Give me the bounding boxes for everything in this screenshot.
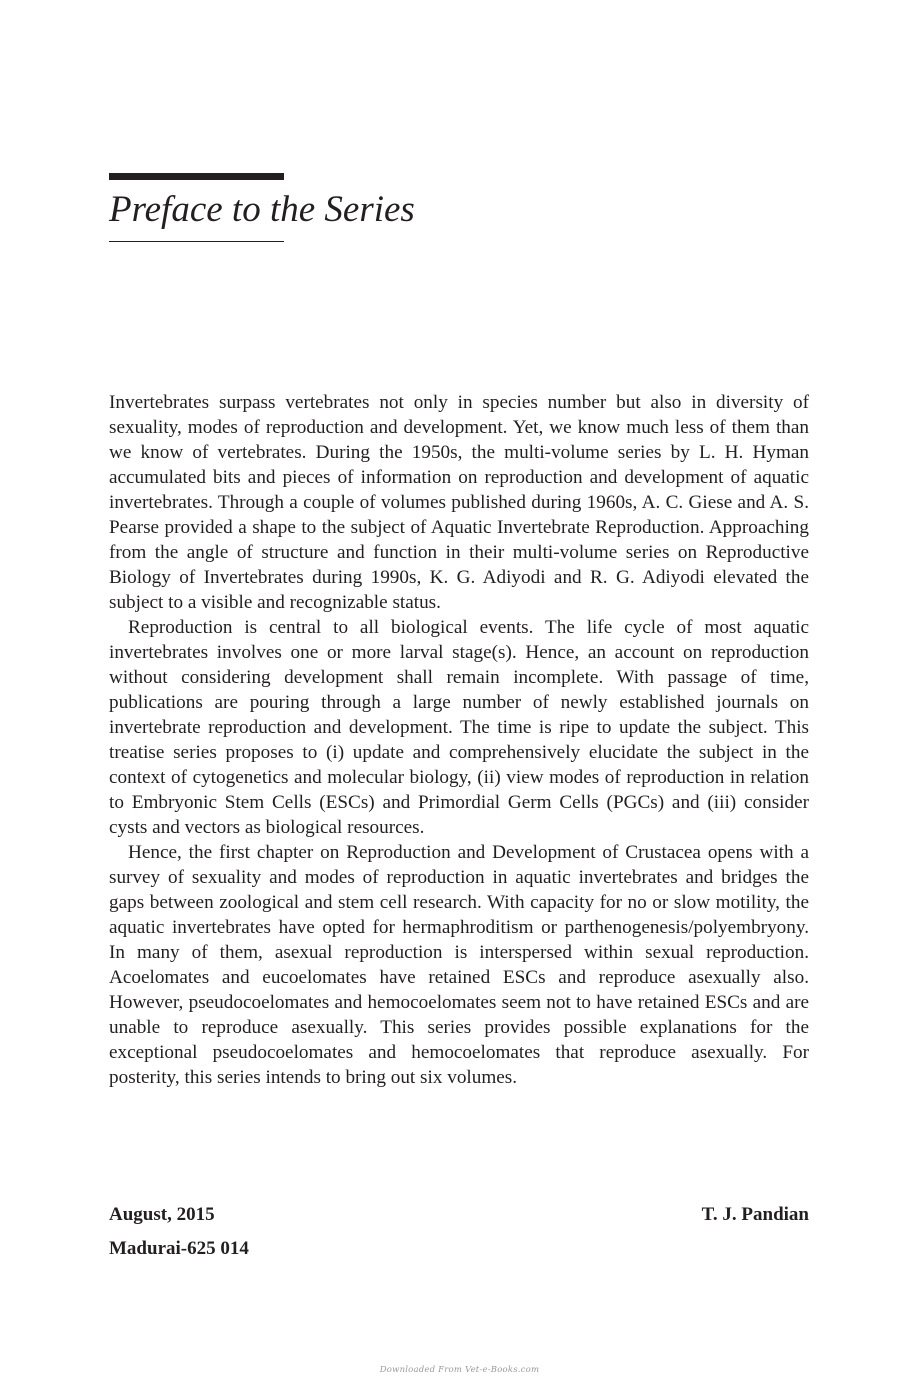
- signoff-date: August, 2015: [109, 1204, 215, 1225]
- title-top-rule: [109, 173, 284, 180]
- signoff-row: [109, 1236, 809, 1261]
- body-paragraph: Reproduction is central to all biological events. The life cycle of most aquatic invertebrates involves one or more larval stage(s). Hence, an account on reproduction without considering development shall remain incomplete. With passage of time, publications are pouring through a large number of newly established journals on invertebrate reproduction and development. The time is ripe to update the subject. This treatise series proposes to (i) update and comprehensively elucidate the subject in the context of cytogenetics and molecular biology, (ii) view modes of reproduction in relation to Embryonic Stem Cells (ESCs) and Primordial Germ Cells (PGCs) and (iii) consider cysts and vectors as biological resources.: [109, 617, 809, 838]
- body-paragraph: Hence, the first chapter on Reproduction and Development of Crustacea opens with a survey of sexuality and modes of reproduction in aquatic invertebrates and bridges the gaps between zoological and stem cell research. With capacity for no or slow motility, the aquatic invertebrates have opted for hermaphroditism or parthenogenesis/polyembryony. In many of them, asexual reproduction is interspersed within sexual reproduction. Acoelomates and eucoelomates have retained ESCs and reproduce asexually also. However, pseudocoelomates and hemocoelomates seem not to have retained ESCs and are unable to reproduce asexually. This series provides possible explanations for the exceptional pseudocoelomates and hemocoelomates that reproduce asexually. For posterity, this series intends to bring out six volumes.: [109, 842, 809, 1088]
- signoff-row: [109, 1202, 809, 1227]
- signoff-block: [109, 1202, 809, 1261]
- signoff-author: T. J. Pandian: [701, 1204, 809, 1225]
- title-bottom-rule: [109, 241, 284, 242]
- download-watermark: Downloaded From Vet-e-Books.com: [379, 1365, 540, 1375]
- signoff-place: Madurai-625 014: [109, 1238, 249, 1259]
- preface-body: [109, 390, 809, 1090]
- body-paragraph: Invertebrates surpass vertebrates not only in species number but also in diversity of sexuality, modes of reproduction and development. Yet, we know much less of them than we know of vertebrates. During the 1950s, the multi-volume series by L. H. Hyman accumulated bits and pieces of information on reproduction and development of aquatic invertebrates. Through a couple of volumes published during 1960s, A. C. Giese and A. S. Pearse provided a shape to the subject of Aquatic Invertebrate Reproduction. Approaching from the angle of structure and function in their multi-volume series on Reproductive Biology of Invertebrates during 1990s, K. G. Adiyodi and R. G. Adiyodi elevated the subject to a visible and recognizable status.: [109, 392, 809, 613]
- page-title: Preface to the Series: [109, 189, 415, 230]
